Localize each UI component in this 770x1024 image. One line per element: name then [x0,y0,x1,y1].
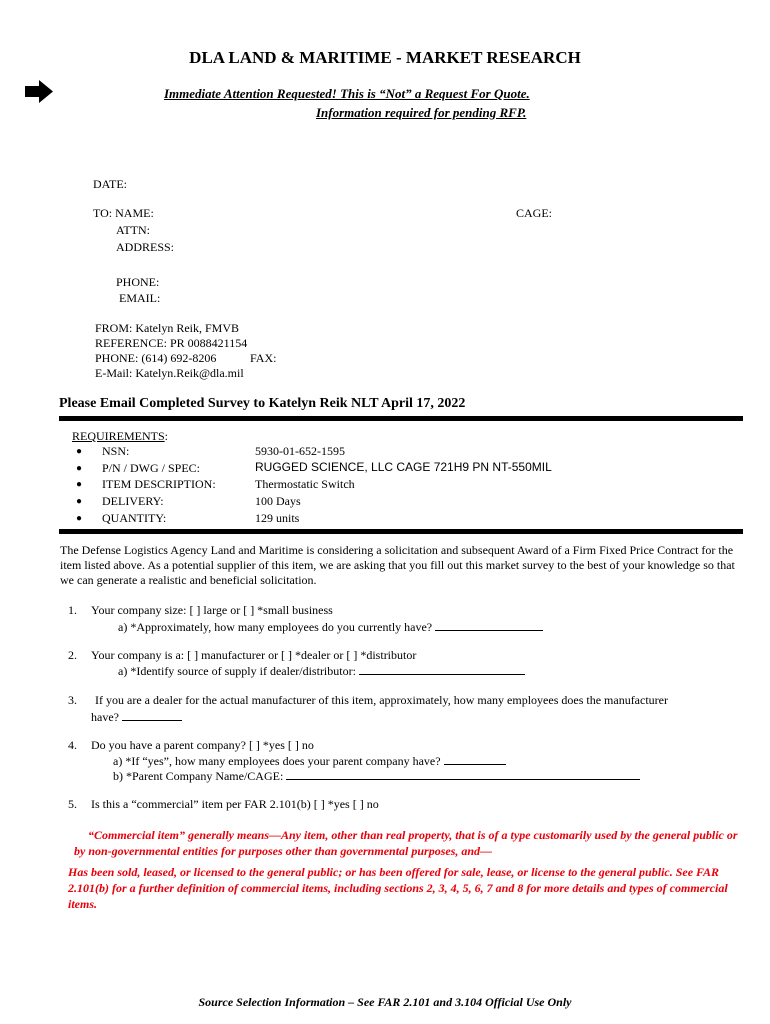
bullet-icon: ● [76,463,83,474]
req-value-quantity: 129 units [255,511,300,525]
phone-label: PHONE: [116,275,160,289]
requirements-heading: REQUIREMENTS: [72,429,169,443]
q4-b [113,768,640,784]
date-label: DATE: [93,177,127,191]
bullet-icon: ● [76,446,83,457]
reference-line: REFERENCE: PR 0088421154 [95,336,248,350]
commercial-item-definition: “Commercial item” generally means—Any item, other than real property, that is of a type customarily used by the general public or by non-governmental entities for purposes other than governmental purposes, and— [74,828,738,858]
from-email-line: E-Mail: Katelyn.Reik@dla.mil [95,366,244,380]
q2-a [118,663,525,679]
req-value-description: Thermostatic Switch [255,477,355,491]
q4-number: 4. [68,738,77,752]
attn-label: ATTN: [116,223,150,237]
req-value-nsn: 5930-01-652-1595 [255,444,345,458]
q1-number: 1. [68,603,77,617]
q4-b-answer-field[interactable] [286,768,640,780]
req-label-quantity: QUANTITY: [102,511,167,525]
subtitle-line-1: Immediate Attention Requested! This is “Not” a Request For Quote. [164,86,530,101]
q5-text: Is this a “commercial” item per FAR 2.101(b) [ ] *yes [ ] no [91,797,379,811]
q2-a-answer-field[interactable] [359,663,525,675]
document-title: DLA LAND & MARITIME - MARKET RESEARCH [189,48,581,67]
from-phone-line: PHONE: (614) 692-8206 [95,351,217,365]
subtitle-line-2: Information required for pending RFP. [316,105,527,120]
q1-text: Your company size: [ ] large or [ ] *small business [91,603,333,617]
section-divider-top [59,416,743,421]
q4-b-text: b) *Parent Company Name/CAGE: [113,769,284,783]
q4-text: Do you have a parent company? [ ] *yes [ ] no [91,738,314,752]
commercial-item-criteria: Has been sold, leased, or licensed to the general public; or has been offered for sale, lease, or license to the general public. See FAR 2.101(b) for a further definition of commercial items, including sections 2, 3, 4, 5, 6, 7 and 8 for more details and types of commercial items. [68,865,728,911]
req-label-description: ITEM DESCRIPTION: [102,477,216,491]
bullet-icon: ● [76,479,83,490]
cage-label: CAGE: [516,206,552,220]
req-value-delivery: 100 Days [255,494,301,508]
q5-number: 5. [68,797,77,811]
q3-number: 3. [68,693,77,707]
req-label-pn: P/N / DWG / SPEC: [102,461,201,475]
q1-a-text: a) *Approximately, how many employees do you currently have? [118,620,433,634]
bullet-icon: ● [76,513,83,524]
q3-text: If you are a dealer for the actual manufacturer of this item, approximately, how many employees does the manufacturer [95,693,668,707]
q3-continuation [91,709,182,725]
footer-notice: Source Selection Information – See FAR 2.101 and 3.104 Official Use Only [198,995,572,1009]
address-label: ADDRESS: [116,240,175,254]
q2-number: 2. [68,648,77,662]
q3-answer-field[interactable] [122,709,182,721]
right-arrow-icon [24,76,54,110]
req-label-delivery: DELIVERY: [102,494,164,508]
q4-a [113,753,506,769]
from-fax-line: FAX: [250,351,277,365]
q2-a-text: a) *Identify source of supply if dealer/distributor: [118,664,356,678]
q1-a [118,619,543,635]
section-divider-bottom [59,529,743,534]
from-line: FROM: Katelyn Reik, FMVB [95,321,240,335]
email-deadline: Please Email Completed Survey to Katelyn Reik NLT April 17, 2022 [59,396,466,411]
req-label-nsn: NSN: [102,444,130,458]
q1-a-answer-field[interactable] [435,619,543,631]
bullet-icon: ● [76,496,83,507]
q2-text: Your company is a: [ ] manufacturer or [ ] *dealer or [ ] *distributor [91,648,417,662]
intro-paragraph: The Defense Logistics Agency Land and Maritime is considering a solicitation and subsequent Award of a Firm Fixed Price Contract for the item listed above. As a potential supplier of this item, we are asking that you fill out this market survey to the best of your knowledge so that we can generate a realistic and beneficial solicitation. [60,543,735,587]
to-name-label: TO: NAME: [93,206,154,220]
q3-cont-text: have? [91,710,119,724]
email-label: EMAIL: [119,291,161,305]
q4-a-text: a) *If “yes”, how many employees does your parent company have? [113,754,441,768]
req-value-pn: RUGGED SCIENCE, LLC CAGE 721H9 PN NT-550MIL [255,460,552,474]
q4-a-answer-field[interactable] [444,753,506,765]
